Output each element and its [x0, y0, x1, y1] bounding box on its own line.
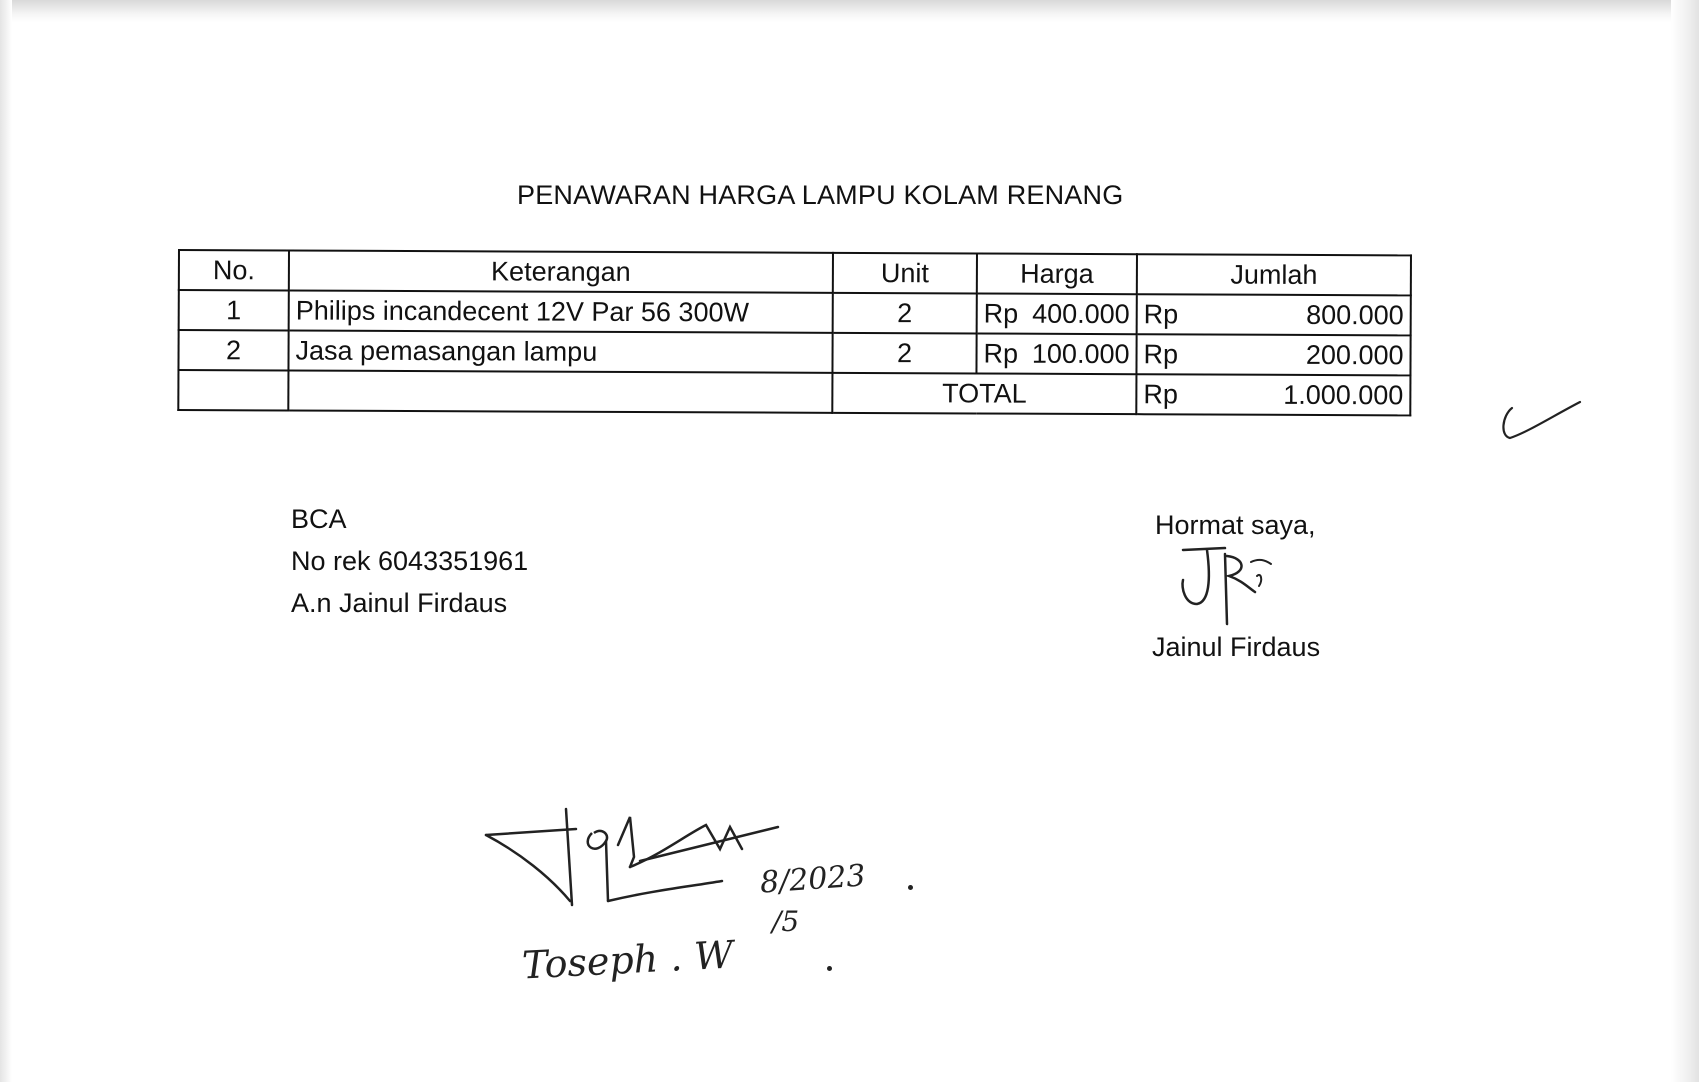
row-no: 1	[179, 290, 289, 330]
harga-value: 400.000	[1032, 298, 1130, 329]
total-currency: Rp	[1143, 378, 1178, 409]
header-harga: Harga	[977, 253, 1137, 294]
harga-value: 100.000	[1031, 338, 1130, 369]
bank-holder: A.n Jainul Firdaus	[291, 588, 508, 618]
table-row	[179, 290, 1411, 335]
row-keterangan: Philips incandecent 12V Par 56 300W	[289, 290, 833, 332]
handwritten-day: /5	[772, 905, 800, 938]
signer-signature	[1175, 540, 1285, 630]
jumlah-value: 800.000	[1306, 299, 1404, 330]
scan-border-top	[0, 0, 1699, 22]
bank-info	[291, 498, 528, 624]
row-jumlah	[1136, 334, 1410, 375]
header-no: No.	[179, 250, 289, 290]
scan-border-right	[1671, 0, 1699, 1082]
closing-greeting: Hormat saya,	[1155, 510, 1316, 540]
row-unit: 2	[833, 293, 977, 334]
row-harga	[977, 293, 1137, 334]
total-value: 1.000.000	[1283, 379, 1404, 410]
row-unit: 2	[832, 333, 976, 374]
scan-border-left	[0, 0, 12, 1082]
header-keterangan: Keterangan	[289, 250, 833, 292]
empty-cell	[288, 370, 832, 412]
row-no: 2	[178, 330, 288, 370]
jumlah-currency: Rp	[1143, 338, 1179, 369]
jumlah-value: 200.000	[1305, 339, 1404, 370]
checkmark-icon	[1498, 398, 1582, 446]
total-row	[178, 370, 1410, 415]
document-title: PENAWARAN HARGA LAMPU KOLAM RENANG	[517, 180, 1124, 210]
harga-currency: Rp	[983, 338, 1019, 369]
handwritten-witness-name: Toseph . W	[520, 932, 735, 988]
signer-name: Jainul Firdaus	[1152, 632, 1321, 662]
harga-currency: Rp	[983, 298, 1019, 329]
total-label: TOTAL	[832, 373, 1136, 414]
table-header-row	[179, 250, 1411, 295]
price-quote-table	[177, 249, 1412, 416]
row-jumlah	[1137, 294, 1411, 335]
bank-account: No rek 6043351961	[291, 546, 529, 576]
header-jumlah: Jumlah	[1137, 254, 1411, 295]
pen-dot	[908, 885, 913, 890]
pen-dot	[827, 966, 832, 971]
total-value-cell	[1136, 374, 1410, 415]
handwritten-date: 8/2023	[758, 858, 867, 901]
empty-cell	[178, 370, 288, 410]
jumlah-currency: Rp	[1143, 298, 1179, 329]
row-harga	[976, 333, 1136, 374]
header-unit: Unit	[833, 253, 977, 294]
table-row	[178, 330, 1410, 375]
bank-name: BCA	[291, 504, 347, 534]
row-keterangan: Jasa pemasangan lampu	[288, 330, 832, 372]
recipient-signature	[480, 805, 790, 915]
